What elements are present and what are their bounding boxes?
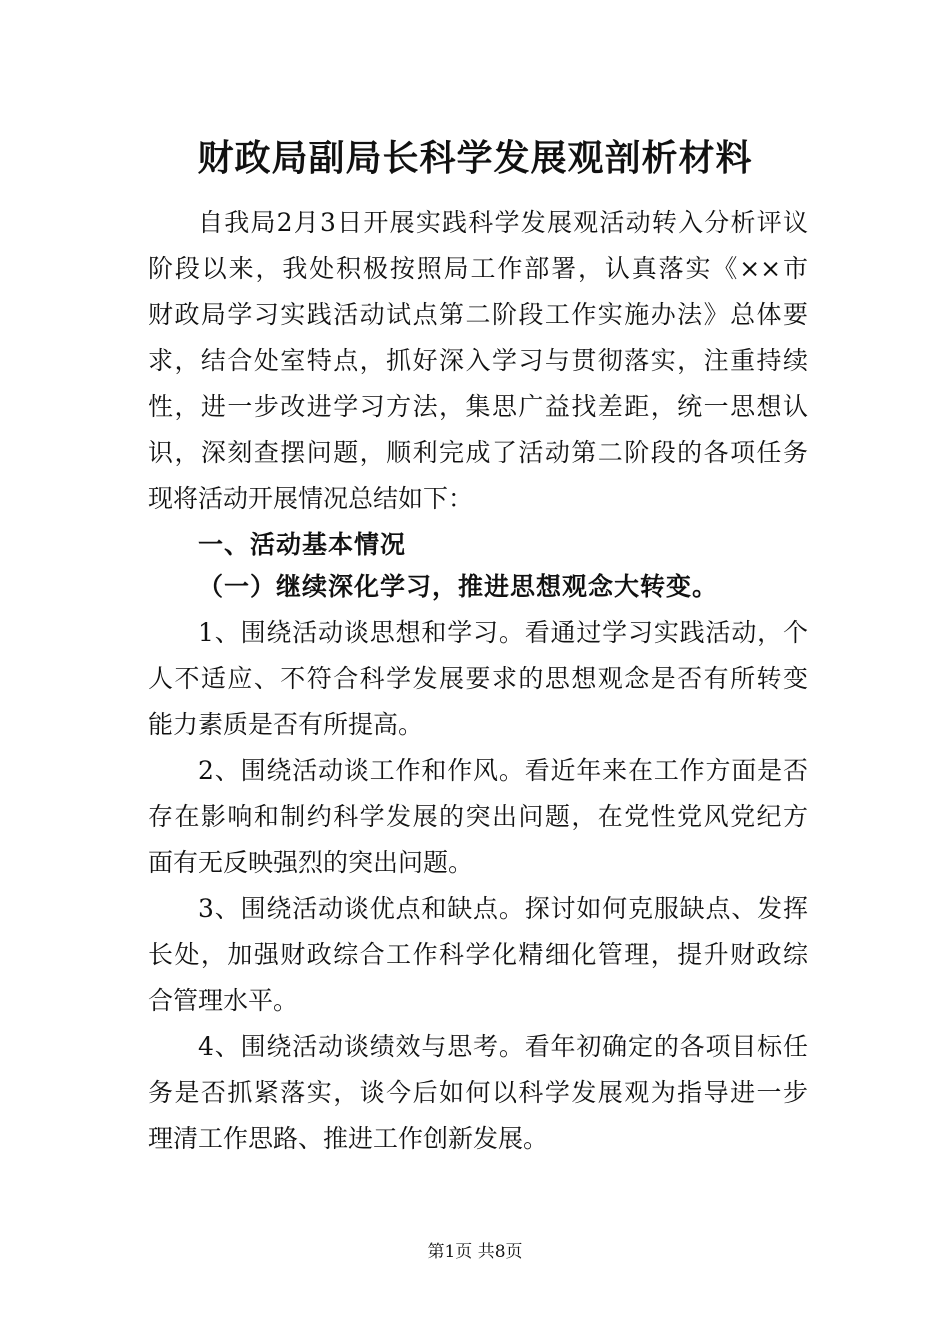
intro-line-6: 识，深刻查摆问题，顺利完成了活动第二阶段的各项任务: [148, 438, 808, 467]
item4-line-1: 4、围绕活动谈绩效与思考。看年初确定的各项目标任: [198, 1032, 808, 1061]
item1-line-3: 能力素质是否有所提高。: [148, 710, 424, 739]
intro-line-4: 求，结合处室特点，抓好深入学习与贯彻落实，注重持续: [148, 346, 808, 375]
item3-line-3: 合管理水平。: [148, 986, 299, 1015]
item4-line-2: 务是否抓紧落实，谈今后如何以科学发展观为指导进一步: [148, 1078, 808, 1107]
subsection-heading: （一）继续深化学习，推进思想观念大转变。: [198, 572, 719, 601]
item2-line-2: 存在影响和制约科学发展的突出问题，在党性党风党纪方: [148, 802, 808, 831]
item1-line-2: 人不适应、不符合科学发展要求的思想观念是否有所转变: [148, 664, 808, 693]
intro-line-1: 自我局2月3日开展实践科学发展观活动转入分析评议: [198, 208, 808, 237]
intro-line-7: 现将活动开展情况总结如下：: [148, 484, 474, 513]
item2-line-1: 2、围绕活动谈工作和作风。看近年来在工作方面是否: [198, 756, 808, 785]
item1-line-1: 1、围绕活动谈思想和学习。看通过学习实践活动，个: [198, 618, 808, 647]
item3-line-1: 3、围绕活动谈优点和缺点。探讨如何克服缺点、发挥: [198, 894, 808, 923]
intro-line-5: 性，进一步改进学习方法，集思广益找差距，统一思想认: [148, 392, 808, 421]
section-heading: 一、活动基本情况: [198, 530, 407, 559]
document-title: 财政局副局长科学发展观剖析材料: [197, 137, 753, 179]
item3-line-2: 长处，加强财政综合工作科学化精细化管理，提升财政综: [148, 940, 808, 969]
item2-line-3: 面有无反映强烈的突出问题。: [148, 848, 474, 877]
intro-line-2: 阶段以来，我处积极按照局工作部署，认真落实《××市: [148, 254, 808, 283]
page-footer: 第1页 共8页: [427, 1242, 523, 1262]
intro-line-3: 财政局学习实践活动试点第二阶段工作实施办法》总体要: [148, 300, 808, 329]
item4-line-3: 理清工作思路、推进工作创新发展。: [148, 1124, 549, 1153]
